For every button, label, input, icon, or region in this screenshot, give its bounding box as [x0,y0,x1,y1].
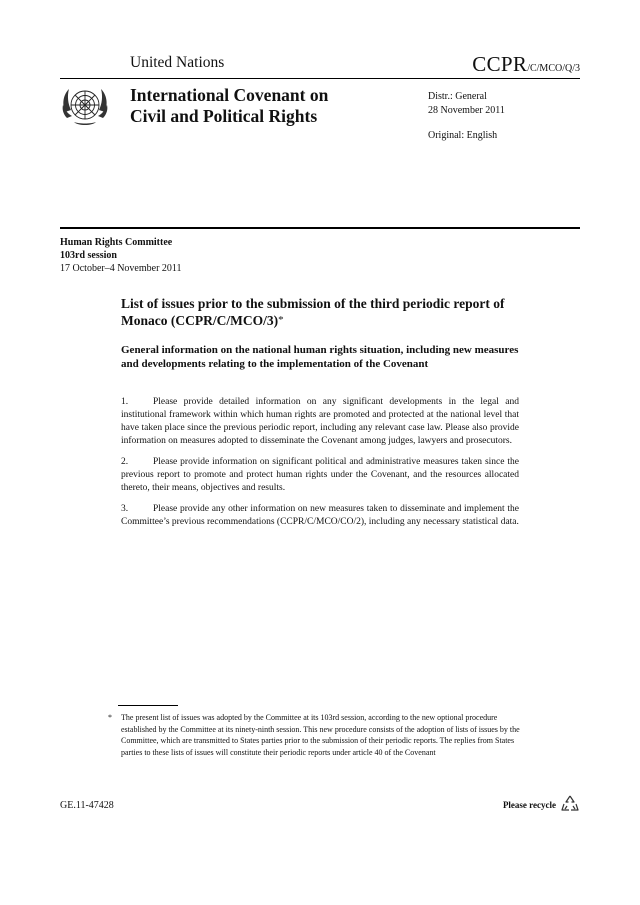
paragraph-text: Please provide any other information on new measures taken to disseminate and implement the Committee’s previous recommendations (CCPR/C/MCO/CO/2), including any necessary statistical data. [121,504,519,527]
covenant-title-line-2: Civil and Political Rights [130,106,318,126]
committee-name: Human Rights Committee [60,237,173,248]
footnote-rule [118,705,178,706]
footnote [108,712,523,758]
document-symbol [472,52,580,77]
paragraph-number: 3. [121,504,129,514]
footnote-mark: * [108,713,112,722]
paragraph-number: 2. [121,457,129,467]
document-title-text: List of issues prior to the submission of the third periodic report of Monaco (CCPR/C/MCO/3) [121,296,505,328]
paragraph-number: 1. [121,397,129,407]
document-number: GE.11-47428 [60,800,114,811]
paragraph-2 [121,456,519,495]
session-number: 103rd session [60,250,117,261]
session-dates: 17 October–4 November 2011 [60,263,182,274]
issue-date: 28 November 2011 [428,105,505,116]
paragraph-1 [121,396,519,448]
paragraph-text: Please provide information on significant political and administrative measures taken since the previous report to promote and protect human rights under the Covenant, and the resources allocated thereto, their means, objectives and results. [121,457,519,493]
paragraphs [121,396,519,537]
section-divider [60,227,580,229]
organization-name: United Nations [130,54,225,71]
distribution-status: Distr.: General [428,91,487,102]
document-symbol-main: CCPR [472,52,528,76]
recycle-icon [560,794,580,816]
document-title [121,295,521,329]
paragraph-text: Please provide detailed information on any significant developments in the legal and institutional framework within which human rights are promoted and protected at the national level that have taken place since the previous periodic report, including any relevant case law. Please also provide information on measures adopted to disseminate the Covenant among judges, lawyers and prosecutors. [121,397,519,446]
document-symbol-suffix: /C/MCO/Q/3 [527,63,580,74]
recycle-label: Please recycle [502,800,556,810]
paragraph-3 [121,503,519,529]
distribution-block [428,90,505,143]
recycle-notice [503,794,580,816]
header-rule [60,78,580,79]
footnote-text: The present list of issues was adopted by the Committee at its 103rd session, according to the new optional procedure established by the Committee at its ninety-ninth session. This new procedure consists of the adoption of lists of issues by the Committee, which are transmitted to States parties prior to the submission of their periodic reports. The replies from States parties to these lists of issues will constitute their periodic reports under article 40 of the Covenant [121,713,520,757]
un-emblem-icon [60,84,110,130]
original-language: Original: English [428,130,498,141]
covenant-title [130,85,328,127]
title-footnote-mark: * [278,314,284,326]
covenant-title-line-1: International Covenant on [130,85,329,105]
session-block [60,236,182,275]
section-subheading: General information on the national human rights situation, including new measures and developments relating to the implementation of the Covenant [121,344,519,370]
